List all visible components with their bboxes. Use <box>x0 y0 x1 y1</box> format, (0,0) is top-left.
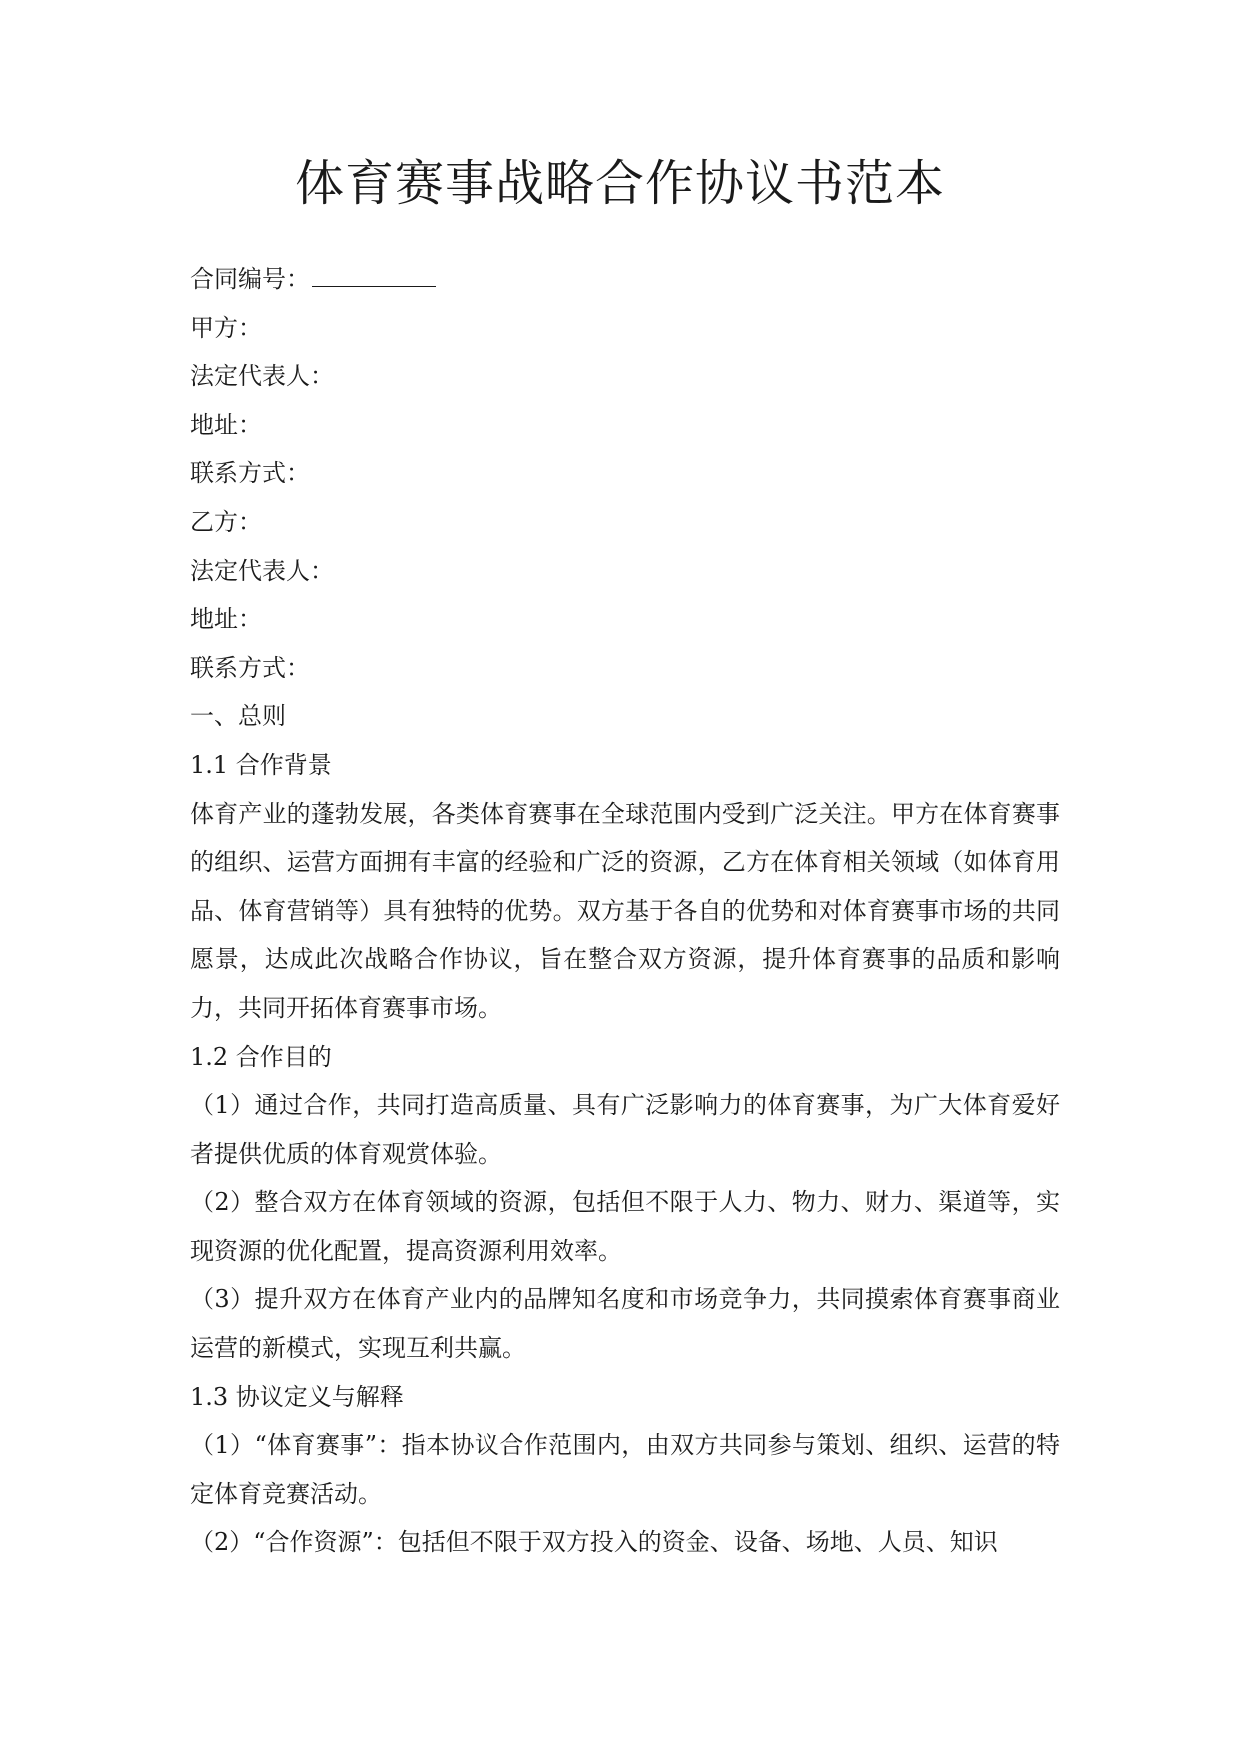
party-a-address: 地址： <box>190 410 262 439</box>
document-title: 体育赛事战略合作协议书范本 <box>294 155 945 212</box>
section-1-3-item-1: （1）“体育赛事”：指本协议合作范围内，由双方共同参与策划、组织、运营的特定体育竞赛活动。 <box>190 1431 1060 1508</box>
section-1-2-item-2: （2）整合双方在体育领域的资源，包括但不限于人力、物力、财力、渠道等，实现资源的优化配置，提高资源利用效率。 <box>190 1188 1060 1265</box>
contract-number-blank <box>312 266 436 287</box>
party-a-contact: 联系方式： <box>190 459 310 488</box>
party-b-address: 地址： <box>190 605 262 634</box>
document-body <box>190 255 1060 1567</box>
party-b-rep: 法定代表人： <box>190 556 334 585</box>
party-a-rep: 法定代表人： <box>190 362 334 391</box>
contract-number-label: 合同编号： <box>190 265 310 293</box>
section-1-2-heading: 1.2 合作目的 <box>190 1042 332 1071</box>
contract-number-line <box>190 255 1060 304</box>
section-1-1-text: 体育产业的蓬勃发展，各类体育赛事在全球范围内受到广泛关注。甲方在体育赛事的组织、运营方面拥有丰富的经验和广泛的资源，乙方在体育相关领域（如体育用品、体育营销等）具有独特的优势。双方基于各自的优势和对体育赛事市场的共同愿景，达成此次战略合作协议，旨在整合双方资源，提升体育赛事的品质和影响力，共同开拓体育赛事市场。 <box>190 799 1060 1022</box>
section-1-2-item-1: （1）通过合作，共同打造高质量、具有广泛影响力的体育赛事，为广大体育爱好者提供优质的体育观赏体验。 <box>190 1091 1060 1168</box>
party-a-label: 甲方： <box>190 313 262 342</box>
section-1-3-item-2: （2）“合作资源”：包括但不限于双方投入的资金、设备、场地、人员、知识 <box>190 1528 998 1557</box>
section-1-1-heading: 1.1 合作背景 <box>190 750 332 779</box>
section-1-3-heading: 1.3 协议定义与解释 <box>190 1382 404 1411</box>
party-b-contact: 联系方式： <box>190 653 310 682</box>
section-1-2-item-3: （3）提升双方在体育产业内的品牌知名度和市场竞争力，共同摸索体育赛事商业运营的新模式，实现互利共赢。 <box>190 1285 1060 1363</box>
section-1-heading: 一、总则 <box>190 702 286 731</box>
party-b-label: 乙方： <box>190 507 262 536</box>
